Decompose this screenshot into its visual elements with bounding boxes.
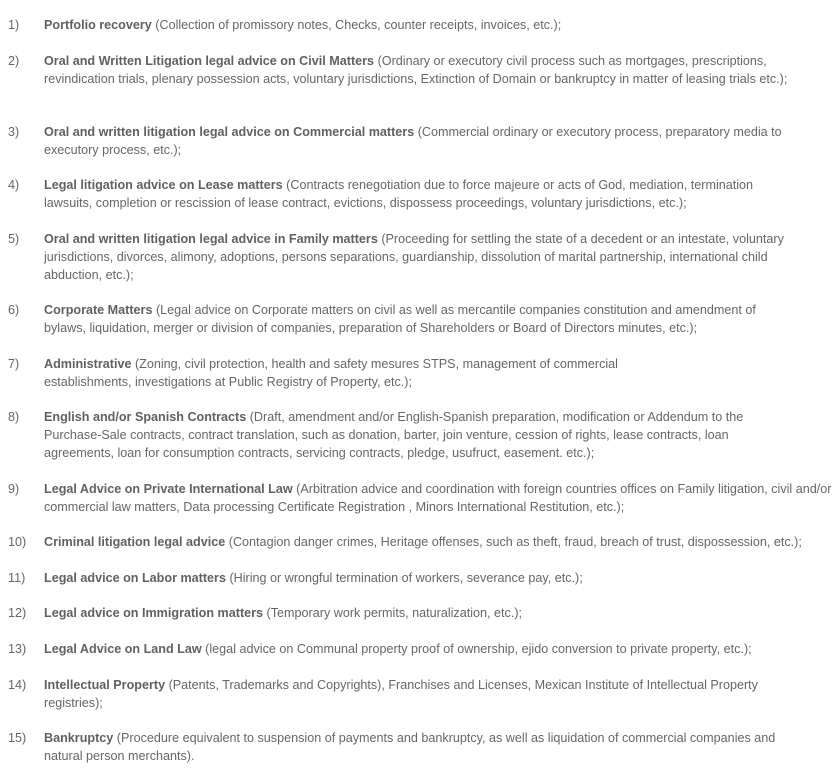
item-text bbox=[44, 569, 836, 587]
item-number: 2) bbox=[8, 54, 20, 68]
item-number: 4) bbox=[8, 178, 20, 192]
item-description: (Proceeding for settling the state of a decedent or an intestate, voluntary jurisdictions, divorces, alimony, adoptions, persons separations, guardianship, dissolution of marital partnership, international child abduction, etc.); bbox=[44, 232, 784, 282]
item-text bbox=[44, 16, 836, 34]
item-description: (Arbitration advice and coordination with foreign countries offices on Family litigation, civil and/or commercial law matters, Data processing Certificate Registration , Minors International Restitution, etc.); bbox=[44, 482, 832, 514]
item-text bbox=[44, 355, 650, 391]
item-number: 11) bbox=[8, 571, 26, 585]
item-number: 7) bbox=[8, 357, 20, 371]
item-title: Legal Advice on Private International Law bbox=[44, 482, 293, 496]
item-description: (Hiring or wrongful termination of workers, severance pay, etc.); bbox=[225, 571, 583, 585]
item-title: Portfolio recovery bbox=[44, 18, 152, 32]
item-text bbox=[44, 230, 828, 284]
item-description: (Legal advice on Corporate matters on civil as well as mercantile companies constitution and amendment of bylaws, liquidation, merger or division of companies, preparation of Shareholders or Board of Directors minutes, etc.); bbox=[44, 303, 756, 335]
item-text bbox=[44, 408, 790, 462]
item-title: Intellectual Property bbox=[44, 678, 166, 692]
item-text bbox=[44, 729, 792, 765]
item-title: Legal litigation advice on Lease matters bbox=[44, 178, 283, 192]
item-text bbox=[44, 533, 836, 551]
item-description: (Collection of promissory notes, Checks, counter receipts, invoices, etc.); bbox=[151, 18, 562, 32]
item-title: Oral and written litigation legal advice in Family matters bbox=[44, 232, 378, 246]
item-text bbox=[44, 176, 800, 212]
item-title: English and/or Spanish Contracts bbox=[44, 410, 247, 424]
item-text bbox=[44, 604, 836, 622]
item-title: Oral and written litigation legal advice on Commercial matters bbox=[44, 125, 415, 139]
item-title: Bankruptcy bbox=[44, 731, 114, 745]
item-number: 9) bbox=[8, 482, 20, 496]
item-description: (legal advice on Communal property proof of ownership, ejido conversion to private property, etc.); bbox=[201, 642, 752, 656]
item-number: 5) bbox=[8, 232, 20, 246]
item-number: 14) bbox=[8, 678, 27, 692]
item-description: (Draft, amendment and/or English-Spanish preparation, modification or Addendum to the Purchase-Sale contracts, contract translation, such as donation, barter, join venture, cession of rights, lease contracts, loan agreements, loan for consumption contracts, servicing contracts, pledge, usufruct, easement. etc.); bbox=[44, 410, 744, 460]
item-description: (Contracts renegotiation due to force majeure or acts of God, mediation, termination lawsuits, completion or rescission of lease contract, evictions, dispossess proceedings, voluntary jurisdictions, etc.); bbox=[44, 178, 754, 210]
item-number: 10) bbox=[8, 535, 27, 549]
item-title: Oral and Written Litigation legal advice on Civil Matters bbox=[44, 54, 375, 68]
item-description: (Temporary work permits, naturalization, etc.); bbox=[263, 606, 523, 620]
item-title: Administrative bbox=[44, 357, 132, 371]
item-title: Legal advice on Immigration matters bbox=[44, 606, 264, 620]
item-number: 8) bbox=[8, 410, 20, 424]
item-text bbox=[44, 52, 818, 88]
item-title: Corporate Matters bbox=[44, 303, 153, 317]
item-text bbox=[44, 480, 834, 516]
item-number: 15) bbox=[8, 731, 27, 745]
item-description: (Procedure equivalent to suspension of payments and bankruptcy, as well as liquidation of commercial companies and natural person merchants). bbox=[44, 731, 776, 763]
item-text bbox=[44, 301, 802, 337]
item-description: (Patents, Trademarks and Copyrights), Franchises and Licenses, Mexican Institute of Intellectual Property registries); bbox=[44, 678, 758, 710]
item-title: Legal Advice on Land Law bbox=[44, 642, 202, 656]
item-description: (Zoning, civil protection, health and safety mesures STPS, management of commercial establishments, investigations at Public Registry of Property, etc.); bbox=[44, 357, 618, 389]
item-number: 3) bbox=[8, 125, 20, 139]
item-description: (Commercial ordinary or executory process, preparatory media to executory process, etc.); bbox=[44, 125, 782, 157]
item-title: Legal advice on Labor matters bbox=[44, 571, 226, 585]
item-text bbox=[44, 676, 792, 712]
item-text bbox=[44, 640, 836, 658]
item-text bbox=[44, 123, 818, 159]
item-number: 1) bbox=[8, 18, 20, 32]
item-description: (Contagion danger crimes, Heritage offenses, such as theft, fraud, breach of trust, dispossession, etc.); bbox=[225, 535, 802, 549]
item-description: (Ordinary or executory civil process such as mortgages, prescriptions, revindication trials, plenary possession acts, voluntary jurisdictions, Extinction of Domain or bankruptcy in matter of leasing trials etc.); bbox=[44, 54, 788, 86]
item-number: 6) bbox=[8, 303, 20, 317]
item-number: 13) bbox=[8, 642, 27, 656]
item-number: 12) bbox=[8, 606, 27, 620]
item-title: Criminal litigation legal advice bbox=[44, 535, 226, 549]
